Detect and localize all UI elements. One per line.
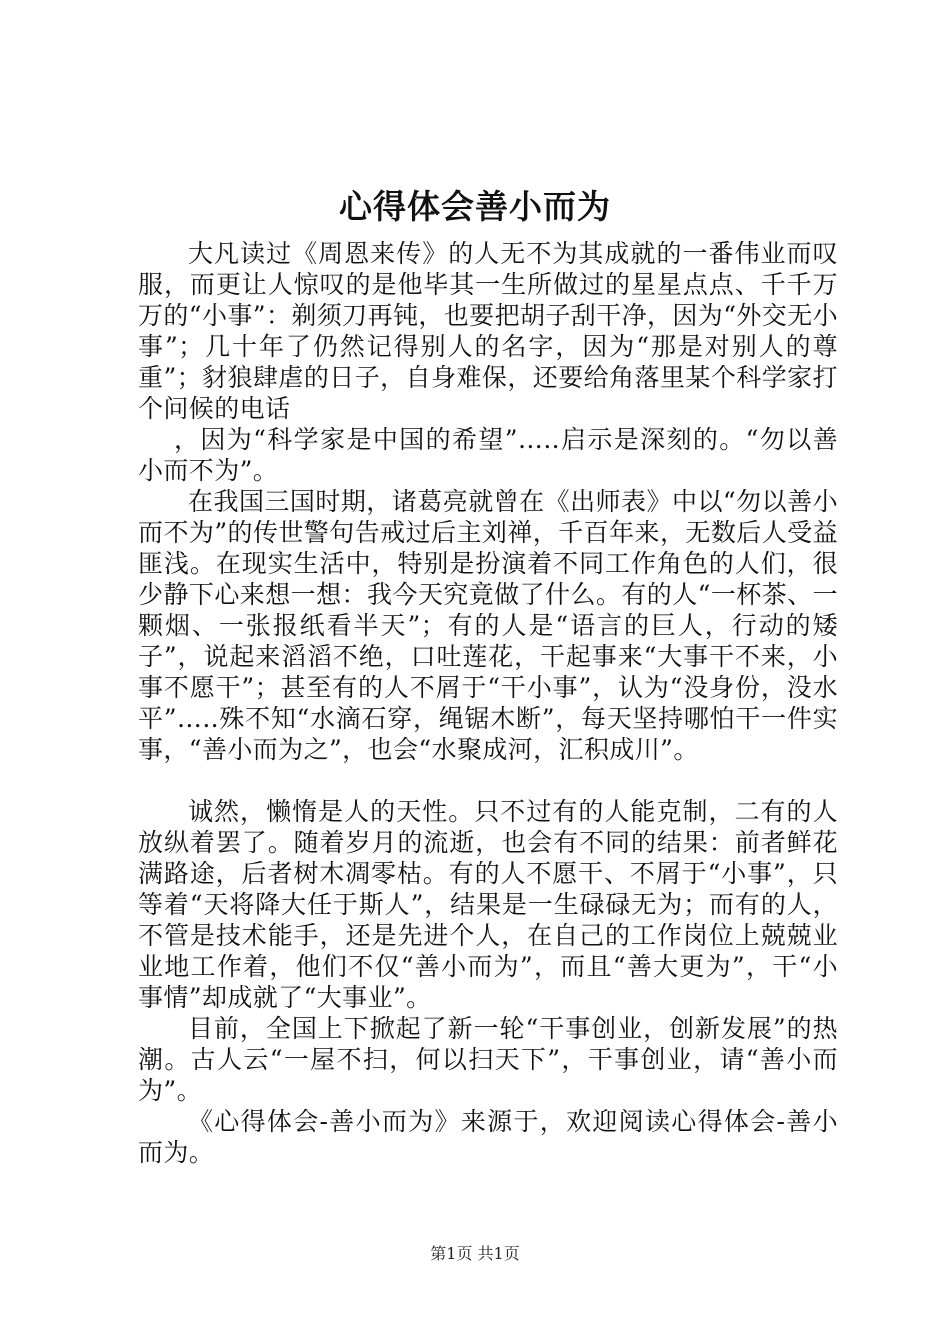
document-title: 心得体会善小而为: [339, 187, 611, 226]
paragraph-current: 目前，全国上下掀起了新一轮“干事创业，创新发展”的热潮。古人云“一屋不扫，何以扫天下”，干事创业，请“善小而为”。: [138, 1014, 838, 1105]
page-number-footer: 第1页 共1页: [430, 1244, 520, 1263]
paragraph-source: 《心得体会-善小而为》来源于，欢迎阅读心得体会-善小而为。: [138, 1107, 838, 1167]
document-body: [138, 238, 838, 1168]
paragraph-spacer: [138, 765, 838, 796]
paragraph-laziness: 诚然，懒惰是人的天性。只不过有的人能克制，二有的人放纵着罢了。随着岁月的流逝，也会有不同的结果：前者鲜花满路途，后者树木凋零枯。有的人不愿干、不屑于“小事”，只等着“天将降大任于斯人”，结果是一生碌碌无为；而有的人，不管是技术能手，还是先进个人，在自己的工作岗位上兢兢业业地工作着，他们不仅“善小而为”，而且“善大更为”，干“小事情”却成就了“大事业”。: [138, 797, 838, 1012]
paragraph-zhou-enlai: 大凡读过《周恩来传》的人无不为其成就的一番伟业而叹服，而更让人惊叹的是他毕其一生所做过的星星点点、千千万万的“小事”：剃须刀再钝，也要把胡子刮干净，因为“外交无小事”；几十年了仍然记得别人的名字，因为“那是对别人的尊重”；豺狼肆虐的日子，自身难保，还要给角落里某个科学家打个问候的电话: [138, 239, 838, 423]
paragraph-three-kingdoms: 在我国三国时期，诸葛亮就曾在《出师表》中以“勿以善小而不为”的传世警句告戒过后主刘禅，千百年来，无数后人受益匪浅。在现实生活中，特别是扮演着不同工作角色的人们，很少静下心来想一想：我今天究竟做了什么。有的人“一杯茶、一颗烟、一张报纸看半天”；有的人是“语言的巨人，行动的矮子”，说起来滔滔不绝，口吐莲花，干起事来“大事干不来，小事不愿干”；甚至有的人不屑于“干小事”，认为“没身份，没水平”…..殊不知“水滴石穿，绳锯木断”，每天坚持哪怕干一件实事，“善小而为之”，也会“水聚成河，汇积成川”。: [138, 487, 838, 764]
paragraph-continuation: ，因为“科学家是中国的希望”…..启示是深刻的。“勿以善小而不为”。: [138, 425, 838, 485]
